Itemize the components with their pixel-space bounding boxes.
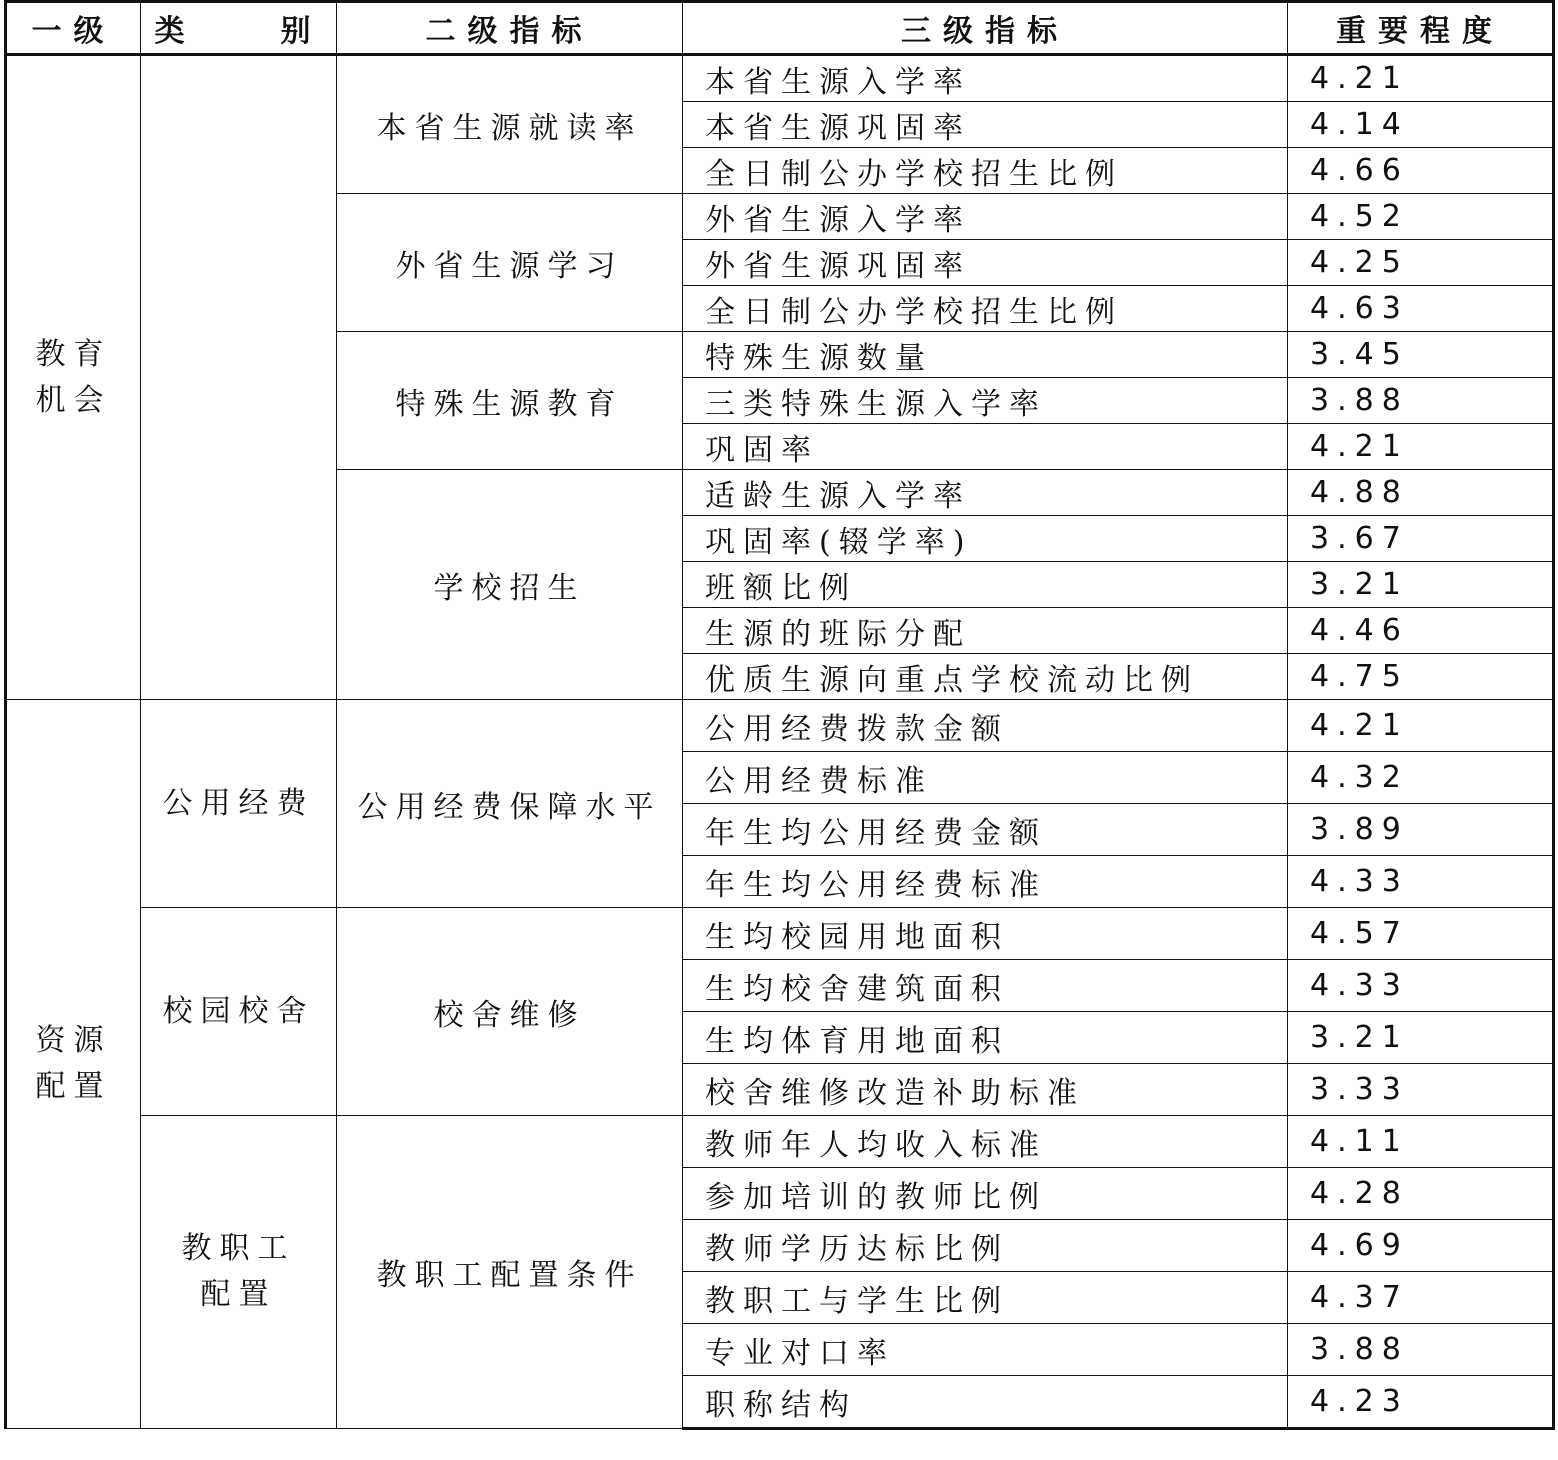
level3-cell: 生均体育用地面积 <box>683 1012 1288 1064</box>
importance-cell: 4.75 <box>1288 654 1554 700</box>
table-row <box>6 908 1554 960</box>
importance-cell: 3.88 <box>1288 1324 1554 1376</box>
importance-cell: 4.63 <box>1288 286 1554 332</box>
level2-cell: 校舍维修 <box>337 908 683 1116</box>
level3-cell: 教职工与学生比例 <box>683 1272 1288 1324</box>
header-importance: 重要程度 <box>1288 2 1554 55</box>
level3-cell: 教师年人均收入标准 <box>683 1116 1288 1168</box>
importance-cell: 3.67 <box>1288 516 1554 562</box>
level2-cell: 教职工配置条件 <box>337 1116 683 1429</box>
level3-cell: 特殊生源数量 <box>683 332 1288 378</box>
importance-cell: 4.66 <box>1288 148 1554 194</box>
category-cell <box>141 1116 337 1429</box>
level2-cell: 特殊生源教育 <box>337 332 683 470</box>
level3-cell: 生均校园用地面积 <box>683 908 1288 960</box>
category-label: 校园校舍 <box>162 993 315 1029</box>
level3-cell: 参加培训的教师比例 <box>683 1168 1288 1220</box>
importance-cell: 4.21 <box>1288 424 1554 470</box>
header-level1: 一级 <box>6 2 141 55</box>
importance-cell: 3.45 <box>1288 332 1554 378</box>
category-cell <box>141 55 337 700</box>
level3-cell: 班额比例 <box>683 562 1288 608</box>
category-label: 教职工 <box>181 1231 296 1266</box>
level3-cell: 巩固率(辍学率) <box>683 516 1288 562</box>
header-level2: 二级指标 <box>337 2 683 55</box>
level1-label: 资源 <box>35 1023 112 1058</box>
level3-cell: 专业对口率 <box>683 1324 1288 1376</box>
level3-cell: 教师学历达标比例 <box>683 1220 1288 1272</box>
importance-cell: 4.11 <box>1288 1116 1554 1168</box>
importance-cell: 3.33 <box>1288 1064 1554 1116</box>
importance-cell: 3.89 <box>1288 804 1554 856</box>
importance-cell: 4.28 <box>1288 1168 1554 1220</box>
level1-cell <box>6 55 141 700</box>
level2-cell: 本省生源就读率 <box>337 55 683 194</box>
level2-cell: 学校招生 <box>337 470 683 700</box>
level3-cell: 本省生源巩固率 <box>683 102 1288 148</box>
level1-label: 教育 <box>35 336 112 372</box>
header-row <box>6 2 1554 55</box>
level3-cell: 职称结构 <box>683 1376 1288 1429</box>
importance-cell: 4.88 <box>1288 470 1554 516</box>
level3-cell: 外省生源巩固率 <box>683 240 1288 286</box>
importance-cell: 4.23 <box>1288 1376 1554 1429</box>
indicator-table <box>4 0 1555 1430</box>
importance-cell: 4.37 <box>1288 1272 1554 1324</box>
table-row <box>6 55 1554 102</box>
importance-cell: 4.21 <box>1288 55 1554 102</box>
level3-cell: 年生均公用经费标准 <box>683 856 1288 908</box>
category-cell <box>141 700 337 908</box>
importance-cell: 4.25 <box>1288 240 1554 286</box>
importance-cell: 4.57 <box>1288 908 1554 960</box>
importance-cell: 3.88 <box>1288 378 1554 424</box>
importance-cell: 4.33 <box>1288 856 1554 908</box>
level2-cell: 公用经费保障水平 <box>337 700 683 908</box>
importance-cell: 4.14 <box>1288 102 1554 148</box>
level3-cell: 公用经费标准 <box>683 752 1288 804</box>
level2-cell: 外省生源学习 <box>337 194 683 332</box>
level3-cell: 生源的班际分配 <box>683 608 1288 654</box>
level3-cell: 生均校舍建筑面积 <box>683 960 1288 1012</box>
category-cell <box>141 908 337 1116</box>
level3-cell: 巩固率 <box>683 424 1288 470</box>
importance-cell: 4.33 <box>1288 960 1554 1012</box>
level1-cell <box>6 700 141 1429</box>
level3-cell: 全日制公办学校招生比例 <box>683 148 1288 194</box>
level3-cell: 外省生源入学率 <box>683 194 1288 240</box>
importance-cell: 4.46 <box>1288 608 1554 654</box>
importance-cell: 4.52 <box>1288 194 1554 240</box>
importance-cell: 3.21 <box>1288 562 1554 608</box>
header-category: 类 别 <box>141 2 337 55</box>
importance-cell: 4.69 <box>1288 1220 1554 1272</box>
level3-cell: 三类特殊生源入学率 <box>683 378 1288 424</box>
level3-cell: 优质生源向重点学校流动比例 <box>683 654 1288 700</box>
table-row <box>6 700 1554 752</box>
level1-label: 机会 <box>35 382 112 418</box>
level3-cell: 全日制公办学校招生比例 <box>683 286 1288 332</box>
level3-cell: 校舍维修改造补助标准 <box>683 1064 1288 1116</box>
importance-cell: 4.32 <box>1288 752 1554 804</box>
level3-cell: 本省生源入学率 <box>683 55 1288 102</box>
level1-label: 配置 <box>35 1069 112 1104</box>
category-label: 公用经费 <box>162 785 315 821</box>
level3-cell: 年生均公用经费金额 <box>683 804 1288 856</box>
category-label: 配置 <box>200 1277 277 1312</box>
table-row <box>6 1116 1554 1168</box>
header-level3: 三级指标 <box>683 2 1288 55</box>
level3-cell: 适龄生源入学率 <box>683 470 1288 516</box>
importance-cell: 4.21 <box>1288 700 1554 752</box>
level3-cell: 公用经费拨款金额 <box>683 700 1288 752</box>
importance-cell: 3.21 <box>1288 1012 1554 1064</box>
